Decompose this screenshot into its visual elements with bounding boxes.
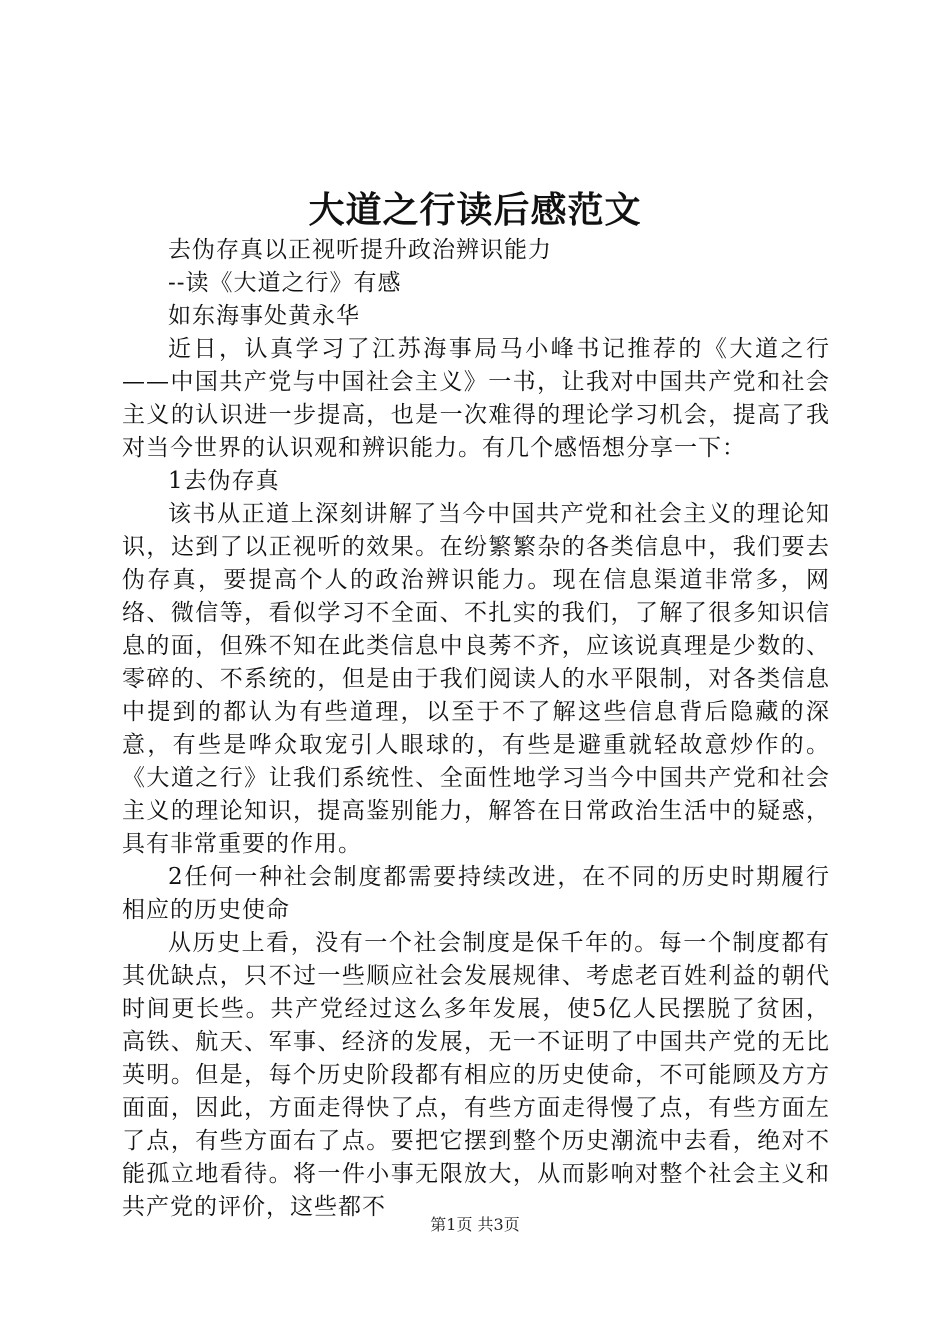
paragraph-section-1: 该书从正道上深刻讲解了当今中国共产党和社会主义的理论知识，达到了以正视听的效果。在纷繁繁杂的各类信息中，我们要去伪存真，要提高个人的政治辨识能力。现在信息渠道非常多，网络、微信等，看似学习不全面、不扎实的我们，了解了很多知识信息的面，但殊不知在此类信息中良莠不齐，应该说真理是少数的、零碎的、不系统的，但是由于我们阅读人的水平限制，对各类信息中提到的都认为有些道理，以至于不了解这些信息背后隐藏的深意，有些是哗众取宠引人眼球的，有些是避重就轻故意炒作的。《大道之行》让我们系统性、全面性地学习当今中国共产党和社会主义的理论知识，提高鉴别能力，解答在日常政治生活中的疑惑，具有非常重要的作用。 — [122, 501, 830, 857]
document-title: 大道之行读后感范文 — [308, 189, 642, 231]
paragraph-section-2: 从历史上看，没有一个社会制度是保千年的。每一个制度都有其优缺点，只不过一些顺应社会发展规律、考虑老百姓利益的朝代时间更长些。共产党经过这么多年发展，使5亿人民摆脱了贫困，高铁、航天、军事、经济的发展，无一不证明了中国共产党的无比英明。但是，每个历史阶段都有相应的历史使命，不可能顾及方方面面，因此，方面走得快了点，有些方面走得慢了点，有些方面左了点，有些方面右了点。要把它摆到整个历史潮流中去看，绝对不能孤立地看待。将一件小事无限放大，从而影响对整个社会主义和共产党的评价，这些都不 — [122, 930, 830, 1220]
section-heading-2: 2任何一种社会制度都需要持续改进，在不同的历史时期履行相应的历史使命 — [122, 864, 830, 923]
section-heading-1: 1去伪存真 — [168, 468, 280, 494]
author-line: 如东海事处黄永华 — [168, 303, 360, 329]
page-footer: 第1页 共3页 — [430, 1215, 520, 1234]
paragraph-intro: 近日，认真学习了江苏海事局马小峰书记推荐的《大道之行——中国共产党与中国社会主义》一书，让我对中国共产党和社会主义的认识进一步提高，也是一次难得的理论学习机会，提高了我对当今世界的认识观和辨识能力。有几个感悟想分享一下： — [122, 336, 830, 461]
subtitle: 去伪存真以正视听提升政治辨识能力 — [168, 237, 552, 263]
subtitle-reading-note: --读《大道之行》有感 — [168, 270, 402, 296]
document-body — [122, 234, 830, 1224]
